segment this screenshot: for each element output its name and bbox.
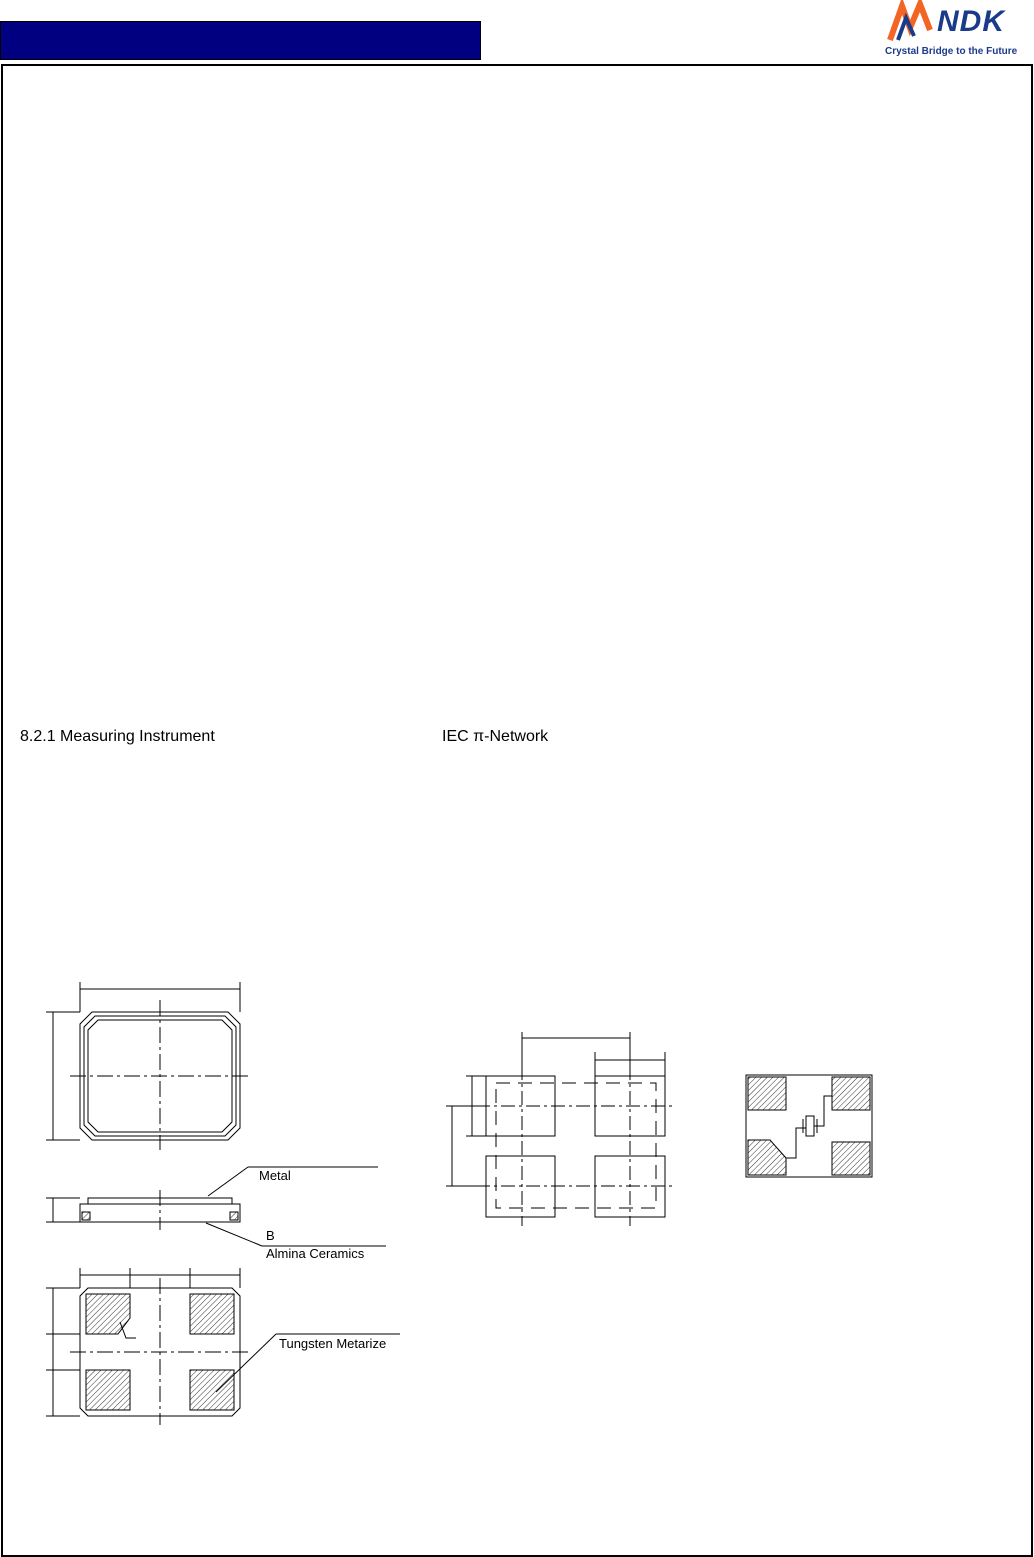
label-metal: Metal: [259, 1168, 291, 1183]
label-ceramics: Almina Ceramics: [266, 1246, 365, 1261]
section-iec-network: IEC π-Network: [442, 728, 549, 745]
label-tungsten: Tungsten Metarize: [279, 1336, 387, 1351]
logo-tagline: Crystal Bridge to the Future: [885, 46, 1018, 57]
section-measuring-instrument: 8.2.1 Measuring Instrument: [20, 728, 215, 745]
logo-wordmark: NDK: [937, 5, 1005, 38]
label-b: B: [266, 1228, 275, 1243]
package-top-view: [46, 982, 250, 1150]
internal-connection-drawing: [746, 1075, 872, 1177]
package-side-view: [46, 1167, 386, 1246]
land-pattern-drawing: [446, 1032, 676, 1226]
